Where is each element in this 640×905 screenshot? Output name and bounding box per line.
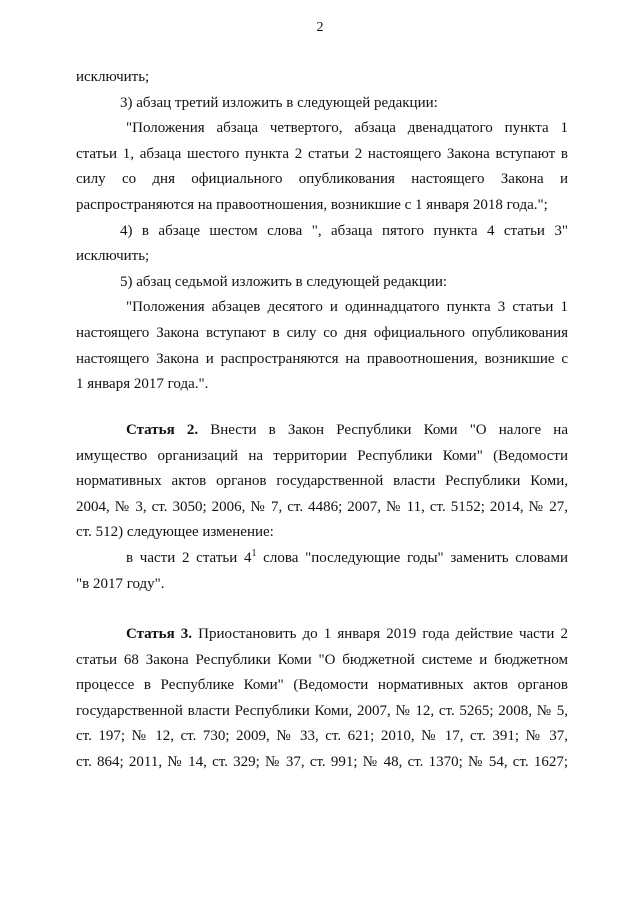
text-line: "в 2017 году". [76,575,165,592]
superscript: 1 [251,547,257,559]
text-line: настоящего Закона и распространяются на правоотношения, возникшие с [76,350,568,367]
text-line: исключить; [76,248,150,265]
article-2 [76,418,568,597]
text-line: ст. 197; № 12, ст. 730; 2009, № 33, ст. 621; 2010, № 17, ст. 391; № 37, [76,728,568,745]
text-line: 4) в абзаце шестом слова ", абзаца пятого пункта 4 статьи 3" [120,222,568,239]
text-line: статьи 1, абзаца шестого пункта 2 статьи 2 настоящего Закона вступают в [76,145,568,162]
text-line: "Положения абзаца четвертого, абзаца двенадцатого пункта 1 [126,120,568,137]
text-line: 1 января 2017 года.". [76,376,209,393]
text-line: исключить; [76,69,150,85]
text-span: в части 2 статьи 4 [126,549,252,566]
text-line: силу со дня официального опубликования настоящего Закона и [76,171,568,188]
article-heading: Статья 2. [126,422,199,438]
text-span: Внести в Закон Республики Коми "О налоге на [210,422,568,438]
text-span: Приостановить до 1 января 2019 года действие части 2 [198,626,568,642]
text-line: "Положения абзацев десятого и одиннадцатого пункта 3 статьи 1 [126,299,568,316]
text-line [76,622,568,648]
amendments-block [76,65,568,398]
text-line: имущество организаций на территории Республики Коми" (Ведомости [76,447,568,464]
text-line: ст. 864; 2011, № 14, ст. 329; № 37, ст. 991; № 48, ст. 1370; № 54, ст. 1627; [76,753,568,770]
text-line [76,418,568,444]
page-number: 2 [316,20,324,35]
text-line [76,546,568,572]
article-3 [76,622,568,776]
text-line: нормативных актов органов государственной власти Республики Коми, [76,473,568,490]
text-line: 3) абзац третий изложить в следующей редакции: [120,94,438,111]
text-line: ст. 512) следующее изменение: [76,524,274,541]
text-line: 2004, № 3, ст. 3050; 2006, № 7, ст. 4486; 2007, № 11, ст. 5152; 2014, № 27, [76,498,568,515]
text-line: статьи 68 Закона Республики Коми "О бюджетной системе и бюджетном [76,651,568,668]
text-line: распространяются на правоотношения, возникшие с 1 января 2018 года."; [76,196,548,213]
text-span: слова "последующие годы" заменить словами [256,549,568,566]
text-line: настоящего Закона вступают в силу со дня официального опубликования [76,324,568,341]
text-line: процессе в Республике Коми" (Ведомости нормативных актов органов [76,677,568,694]
text-line: государственной власти Республики Коми, 2007, № 12, ст. 5265; 2008, № 5, [76,702,568,719]
text-span [126,547,568,566]
article-heading: Статья 3. [126,626,193,642]
text-line: 5) абзац седьмой изложить в следующей редакции: [120,273,448,290]
